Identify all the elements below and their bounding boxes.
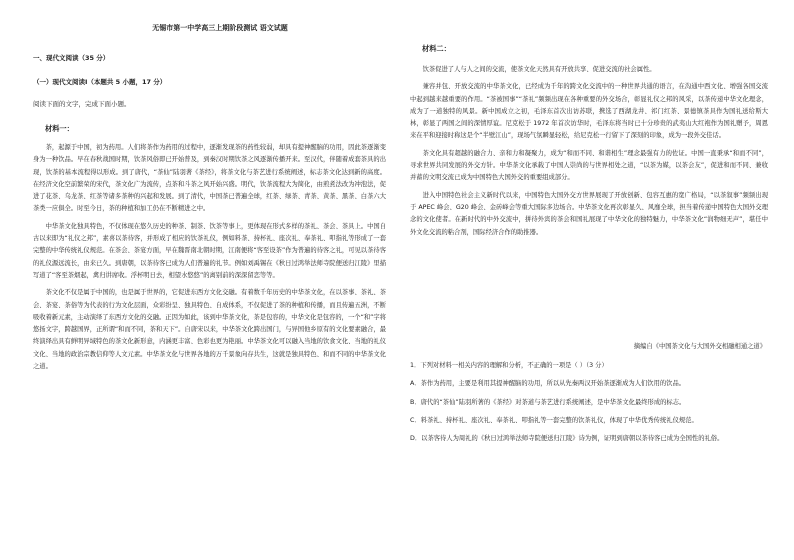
paragraph: 茶文化不仅是属于中国的，也是属于世界的，它促进东西方文化交融。有着数千年历史的中华茶文化，在以茶事、茶礼、茶会、茶宴、茶俗等为代表的行为文化层面，众彩纷呈、独具特色、自成体系，不仅促进了茶的种植和传播，而且传遍五洲，不断吸收着新元素，主动演绎了东西方文化的交融。正因为如此，该到中华茶文化，茶是包容的，中华文化是包容的，一个“和”字将悠扬文字，跨越国界，正所谓“和而不同，茶和天下”。自唐宋以来，中华茶文化跨出国门，与异国他乡原有的文化要素融合，最终演绎出具有鲜明异域特色的茶文化新形意，内涵更丰富、色彩也更为艳丽。中华茶文化可以融入当地的饮食文化、当地的礼仪文化、当地的政治宗教信仰等人文元素。中华茶文化与世界各地的万千景象向存共生，这就是独具特色、和而不同的中华茶文化之道。 [33, 289, 386, 371]
material2-label: 材料二： [422, 44, 451, 53]
exam-title: 无锡市第一中学高三上期阶段测试 语文试题 [152, 24, 288, 32]
material2-body [410, 64, 768, 239]
source-citation: 摘编自《中国茶文化与大国外交相融相通之道》 [633, 343, 766, 350]
option-c[interactable]: C．料茶礼、持杯礼、座次礼、奉茶礼、叩指礼等一套完整的饮茶礼仪，体现了中华优秀传统礼仪规范。 [410, 416, 698, 424]
paragraph: 茶文化具有超越的融合力、亲和力和凝聚力，成为“和而不同、和谐相生”理念最强有力的佐证。中国一直秉承“和而不同”，寻求世界共同发展的外交方针。中华茶文化承载了中国人崇尚的与世界相处之道，“以茶为媒，以茶会友”，促进和而不同、兼收并蓄的文明交流已成为中国特色大国外交的重要组成部分。 [410, 149, 768, 182]
material1-body [33, 142, 386, 373]
question-1 [410, 360, 768, 445]
section-heading: 一、现代文阅读（35 分） [33, 54, 110, 62]
paragraph: 兼容并包、开放交流的中华茶文化，已经成为千年的跨文化交流中的一种世界共通的语言，在沟通中西文化、增强各国交流中起到越来越重要的作用。“茶被国事”“茶礼”频频出现在各种重要的外交场合，彰显礼仪之邦的风采，以茶传递中华文化理念，成为了一道独特的风景。新中国成立之初，毛泽东首次出访苏联，携选了西湖龙井、祁门红茶、景德镇茶具作为国礼送给斯大林，彰显了两国之间的深情厚谊。尼克松于 1972 年首次访华时，毛泽东将当时已十分珍贵的武夷山大红袍作为国礼赠予，周恩来在平和迎接时称这是个“半壁江山”，现场气氛瞬显轻松，给尼克松一行留下了深刻的印象，成为一段外交佳话。 [410, 83, 768, 140]
paragraph: 饮茶促进了人与人之间的交流，使茶文化天然具有开放共享、促进交流的社会属性。 [422, 66, 656, 73]
option-d[interactable]: D．以茶客待人为周礼的《秋日过鸿举法师寺院便送归江陵》诗为例，证明到唐朝以茶待客已成为全国性的礼俗。 [410, 435, 724, 443]
right-column [410, 0, 768, 560]
instruction-text: 阅读下面的文字，完成下面小题。 [33, 100, 131, 108]
material1-label: 材料一： [45, 124, 74, 133]
paragraph: 茶，起源于中国，初为药用。人们将茶作为药用的过程中，逐渐发现茶的药性较弱，却具有提神醒脑的功用，因此茶逐渐变身为一种饮品。早在春秋战国时期，饮茶风俗即已开始普及，到秦汉时期饮茶之风逐渐传播开来。至汉代，伴随着成套茶具的出现，饮茶的基本流程得以形成。到了唐代，“茶仙”陆羽著《茶经》，将茶文化与茶艺进行系统阐述，标志茶文化达到新的高度。在经济文化空前繁荣的宋代，茶文化广为流传，点茶和斗茶之风开始兴盛。明代，饮茶流程大为简化，由煎煮法改为冲泡法，促进了花茶、乌龙茶、红茶等诸多茶种的兴起和发展。到了清代，中国茶已普遍全球，红茶、绿茶、青茶、黄茶、黑茶、白茶六大茶类一应俱全。时至今日，茶的种植和加工仍在不断精进之中。 [33, 144, 386, 213]
paragraph: 中华茶文化独具特色，不仅体现在悠久历史的种茶、制茶、饮茶等事上，更体现在形式多样的茶礼、茶会、茶具上。中国自古以来即为“礼仪之邦”，素喜以茶待客，并形成了相应的饮茶礼仪，例如料茶、持杯礼、座次礼、奉茶礼、叩指礼等形成了一套完整的中华传统礼仪规范。在茶会、茶宴方面，早在魏晋南北朝时期，江南便将“客至设茶”作为普遍的待客之礼，可见以茶待客的礼仪源远流长，由来已久。到唐朝，以茶待客已成为人们普遍的礼节。例如刘禹锡在《秋日过鸿举法师寺院便送归江陵》里描写道了“客至茶烟起，禽归讲席收。浮杯明日去，相望水悠悠”的离别前的深深留恋等等。 [33, 222, 386, 279]
subsection-heading: （一）现代文阅读Ⅰ（本题共 5 小题，17 分） [33, 78, 167, 86]
option-b[interactable]: B．唐代的“茶仙”陆羽所著的《茶经》对茶道与茶艺进行系统阐述，是中华茶文化最终形成的标志。 [410, 398, 686, 406]
option-a[interactable]: A．茶作为药用，主要是利用其提神醒脑的功用，所以从先秦两汉开始茶逐渐成为人们饮用的饮品。 [410, 380, 686, 388]
paragraph: 进入中国特色社会主义新时代以来，中国特色大国外交方世界展现了开放创新、包容互惠的宽广格局，“以茶叙事”频频出现于 APEC 峰会、G20 峰会、金砖峰会等重大国际多边场合。中华茶文化再次彰显久、风靡全球，担当着传递中国特色大国外交理念的文化使者。在新时代的中外交流中，拼待外宾的茶会和国礼展现了中华文化的独特魅力，中华茶文化“润物细无声”，堪任中外文化交流的粘合剂，国际经济合作的助推器。 [410, 191, 768, 236]
left-column [33, 0, 386, 560]
question-stem: 1．下列对材料一相关内容的理解和分析，不正确的一项是（ ）（3 分） [410, 362, 608, 369]
